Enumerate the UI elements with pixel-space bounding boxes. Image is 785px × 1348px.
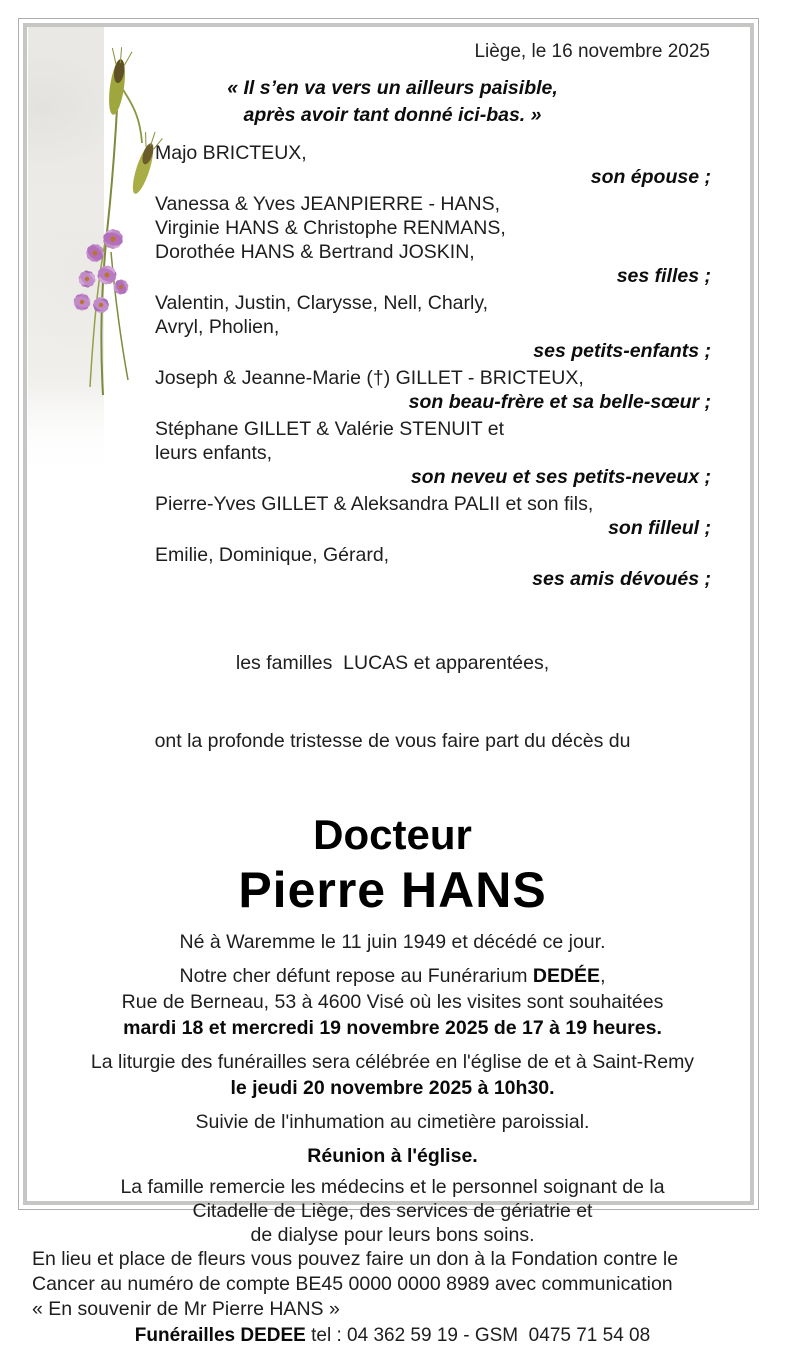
- family-names-line: Pierre-Yves GILLET & Aleksandra PALII et son fils,: [155, 493, 594, 515]
- family-group-grandchildren: [32, 291, 753, 363]
- deceased-name: Pierre HANS: [238, 862, 547, 918]
- announcement-content: [32, 27, 753, 1348]
- liturgy-paragraph: [32, 1049, 753, 1101]
- family-group-inlaws: [32, 366, 753, 414]
- relation-label: ses amis dévoués ;: [532, 568, 711, 590]
- families-intro-line-2: ont la profonde tristesse de vous faire part du décès du: [154, 730, 631, 752]
- donation-paragraph: [32, 1247, 753, 1322]
- repose-line-1-comma: ,: [600, 965, 606, 987]
- funeral-home-phone: tel : 04 362 59 19 - GSM 0475 71 54 08: [305, 1325, 651, 1346]
- donation-line-3: « En souvenir de Mr Pierre HANS »: [32, 1298, 340, 1320]
- family-names-line: Stéphane GILLET & Valérie STENUIT et: [155, 418, 505, 440]
- repose-line-2: Rue de Berneau, 53 à 4600 Visé où les visites sont souhaitées: [121, 991, 664, 1013]
- family-group-nephew: [32, 417, 753, 489]
- burial-line: Suivie de l'inhumation au cimetière paroissial.: [195, 1111, 590, 1133]
- family-list: [32, 141, 753, 591]
- liturgy-line-1: La liturgie des funérailles sera célébrée en l'église de et à Saint-Remy: [90, 1051, 695, 1073]
- family-group-godson: [32, 492, 753, 540]
- family-group-daughters: [32, 192, 753, 288]
- relation-label: son beau-frère et sa belle-sœur ;: [408, 391, 711, 413]
- family-group-spouse: [32, 141, 753, 189]
- birth-death-line: Né à Waremme le 11 juin 1949 et décédé ce jour.: [179, 931, 606, 953]
- family-names-line: Emilie, Dominique, Gérard,: [155, 544, 390, 566]
- families-intro-line-1: les familles LUCAS et apparentées,: [235, 652, 550, 674]
- relation-label: son filleul ;: [608, 517, 711, 539]
- family-names-line: Avryl, Pholien,: [155, 316, 280, 338]
- relation-label: son épouse ;: [590, 166, 711, 188]
- thanks-line-2: Citadelle de Liège, des services de gériatrie et: [192, 1200, 593, 1222]
- family-names-line: leurs enfants,: [155, 442, 273, 464]
- family-names-line: Virginie HANS & Christophe RENMANS,: [155, 217, 506, 239]
- funeral-date-line: le jeudi 20 novembre 2025 à 10h30.: [230, 1077, 555, 1099]
- visit-schedule-line: mardi 18 et mercredi 19 novembre 2025 de 17 à 19 heures.: [123, 1017, 662, 1039]
- repose-line-1: [32, 963, 753, 989]
- thanks-paragraph: [32, 1175, 753, 1247]
- donation-line-2: Cancer au numéro de compte BE45 0000 0000 8989 avec communication: [32, 1273, 673, 1295]
- epitaph-line-1: « Il s’en va vers un ailleurs paisible,: [227, 77, 558, 99]
- family-names-line: Dorothée HANS & Bertrand JOSKIN,: [155, 241, 475, 263]
- epitaph-quote: [32, 75, 753, 129]
- dateline: Liège, le 16 novembre 2025: [474, 41, 710, 62]
- thanks-line-1: La famille remercie les médecins et le personnel soignant de la: [120, 1176, 665, 1198]
- family-names-line: Joseph & Jeanne-Marie (†) GILLET - BRICTEUX,: [155, 367, 584, 389]
- family-names-line: Valentin, Justin, Clarysse, Nell, Charly,: [155, 292, 489, 314]
- deceased-title: Docteur: [313, 811, 472, 858]
- thanks-line-3: de dialyse pour leurs bons soins.: [250, 1224, 535, 1246]
- reunion-line: Réunion à l'église.: [307, 1145, 478, 1167]
- repose-paragraph: [32, 963, 753, 1041]
- family-names-line: Vanessa & Yves JEANPIERRE - HANS,: [155, 193, 500, 215]
- donation-line-1: En lieu et place de fleurs vous pouvez faire un don à la Fondation contre le: [32, 1248, 679, 1270]
- funeral-home-name: DEDÉE: [532, 965, 601, 987]
- relation-label: ses filles ;: [616, 265, 711, 287]
- family-group-friends: [32, 543, 753, 591]
- page-border-frame: [23, 23, 754, 1346]
- funeral-home-contact: [32, 1324, 753, 1348]
- epitaph-line-2: après avoir tant donné ici-bas. »: [243, 104, 542, 126]
- relation-label: son neveu et ses petits-neveux ;: [410, 466, 711, 488]
- families-intro: [32, 598, 753, 806]
- funeral-home-label: Funérailles DEDEE: [134, 1325, 306, 1346]
- repose-line-1-text: Notre cher défunt repose au Funérarium: [179, 965, 533, 987]
- family-names-line: Majo BRICTEUX,: [155, 142, 307, 164]
- relation-label: ses petits-enfants ;: [533, 340, 711, 362]
